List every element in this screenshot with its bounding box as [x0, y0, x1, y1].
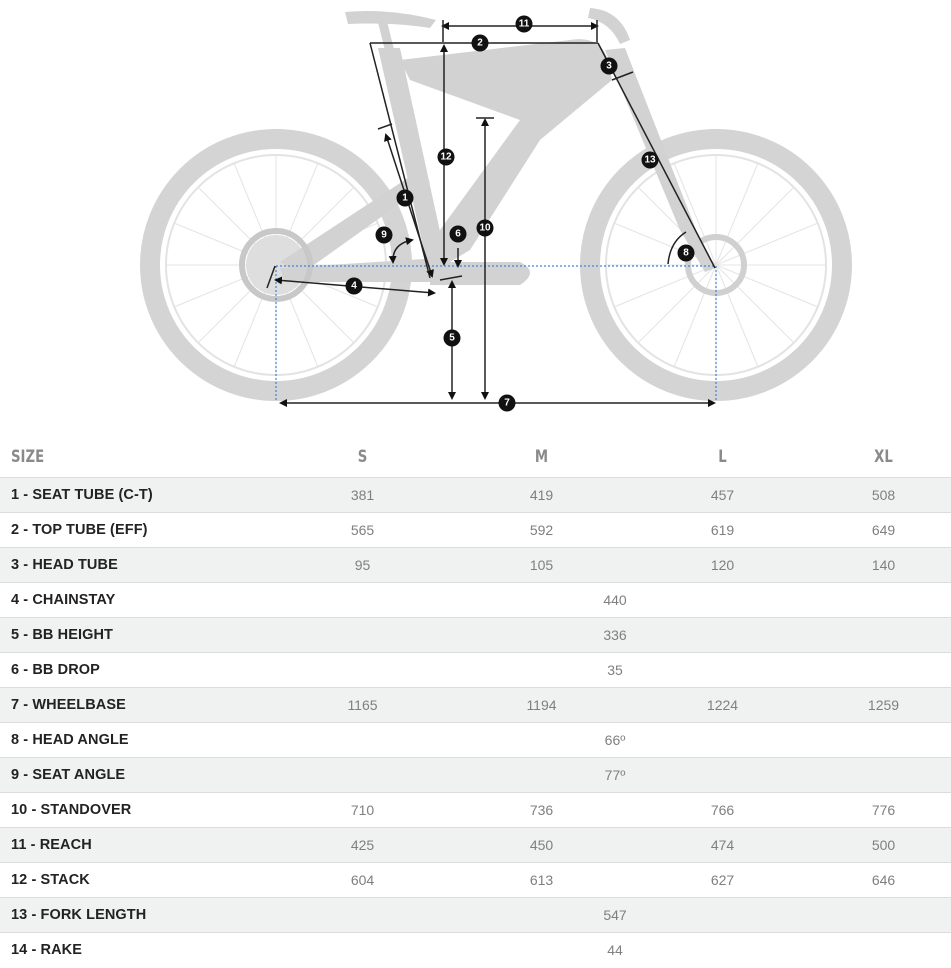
row-label: 10 - STANDOVER [0, 793, 271, 828]
value-xl: 646 [816, 863, 951, 898]
value-m: 450 [454, 828, 629, 863]
header-size-m: M [534, 447, 549, 467]
header-size: SIZE [11, 447, 45, 467]
callout-3 [601, 58, 618, 75]
value-m: 105 [454, 548, 629, 583]
svg-text:9: 9 [381, 229, 387, 241]
value-shared: 44 [271, 933, 951, 968]
table-row-bb-drop [0, 653, 951, 688]
table-row-seat-tube [0, 478, 951, 513]
row-label: 1 - SEAT TUBE (C-T) [0, 478, 271, 513]
value-m: 1194 [454, 688, 629, 723]
svg-text:3: 3 [606, 60, 612, 72]
value-m: 736 [454, 793, 629, 828]
value-m: 419 [454, 478, 629, 513]
callout-1 [397, 190, 414, 207]
callout-8 [678, 245, 695, 262]
row-label: 9 - SEAT ANGLE [0, 758, 271, 793]
row-label: 14 - RAKE [0, 933, 271, 968]
svg-text:12: 12 [440, 151, 452, 163]
front-wheel [590, 139, 842, 391]
row-label: 3 - HEAD TUBE [0, 548, 271, 583]
svg-text:11: 11 [518, 18, 530, 30]
callout-7 [499, 395, 516, 412]
svg-text:8: 8 [683, 247, 689, 259]
value-xl: 500 [816, 828, 951, 863]
table-row-reach [0, 828, 951, 863]
table-row-head-angle [0, 723, 951, 758]
value-shared: 66º [271, 723, 951, 758]
callout-6 [450, 226, 467, 243]
row-label: 6 - BB DROP [0, 653, 271, 688]
row-label: 2 - TOP TUBE (EFF) [0, 513, 271, 548]
table-row-bb-height [0, 618, 951, 653]
value-l: 766 [629, 793, 816, 828]
bike-illustration [0, 0, 951, 425]
value-s: 425 [271, 828, 454, 863]
svg-text:10: 10 [479, 222, 491, 234]
row-label: 4 - CHAINSTAY [0, 583, 271, 618]
row-label: 7 - WHEELBASE [0, 688, 271, 723]
geometry-table [0, 437, 951, 967]
row-label: 5 - BB HEIGHT [0, 618, 271, 653]
callout-4 [346, 278, 363, 295]
value-shared: 77º [271, 758, 951, 793]
value-m: 613 [454, 863, 629, 898]
callout-9 [376, 227, 393, 244]
table-row-seat-angle [0, 758, 951, 793]
svg-text:1: 1 [402, 192, 408, 204]
value-s: 710 [271, 793, 454, 828]
value-s: 565 [271, 513, 454, 548]
table-row-top-tube [0, 513, 951, 548]
callout-12 [438, 149, 455, 166]
row-label: 8 - HEAD ANGLE [0, 723, 271, 758]
value-shared: 336 [271, 618, 951, 653]
table-row-stack [0, 863, 951, 898]
value-xl: 140 [816, 548, 951, 583]
callout-2 [472, 35, 489, 52]
row-label: 13 - FORK LENGTH [0, 898, 271, 933]
value-shared: 35 [271, 653, 951, 688]
table-row-standover [0, 793, 951, 828]
svg-text:6: 6 [455, 228, 461, 240]
callout-13 [642, 152, 659, 169]
value-m: 592 [454, 513, 629, 548]
header-size-xl: XL [874, 447, 893, 467]
value-shared: 440 [271, 583, 951, 618]
table-row-rake [0, 933, 951, 968]
value-l: 1224 [629, 688, 816, 723]
row-label: 12 - STACK [0, 863, 271, 898]
value-xl: 776 [816, 793, 951, 828]
value-s: 95 [271, 548, 454, 583]
table-row-head-tube [0, 548, 951, 583]
table-row-fork-length [0, 898, 951, 933]
bike-frame [280, 8, 715, 285]
value-s: 604 [271, 863, 454, 898]
value-l: 457 [629, 478, 816, 513]
svg-text:7: 7 [504, 397, 510, 409]
value-xl: 1259 [816, 688, 951, 723]
value-l: 474 [629, 828, 816, 863]
svg-text:4: 4 [351, 280, 357, 292]
header-size-s: S [357, 447, 368, 467]
table-header-row [0, 437, 951, 478]
row-label: 11 - REACH [0, 828, 271, 863]
svg-text:2: 2 [477, 37, 483, 49]
header-size-l: L [718, 447, 727, 467]
value-s: 381 [271, 478, 454, 513]
value-l: 120 [629, 548, 816, 583]
value-xl: 649 [816, 513, 951, 548]
bike-geometry-diagram [0, 0, 951, 425]
value-shared: 547 [271, 898, 951, 933]
value-xl: 508 [816, 478, 951, 513]
value-s: 1165 [271, 688, 454, 723]
svg-text:5: 5 [449, 332, 455, 344]
value-l: 627 [629, 863, 816, 898]
callout-10 [477, 220, 494, 237]
svg-text:13: 13 [644, 154, 656, 166]
table-row-wheelbase [0, 688, 951, 723]
value-l: 619 [629, 513, 816, 548]
table-row-chainstay [0, 583, 951, 618]
callout-11 [516, 16, 533, 33]
callout-5 [444, 330, 461, 347]
